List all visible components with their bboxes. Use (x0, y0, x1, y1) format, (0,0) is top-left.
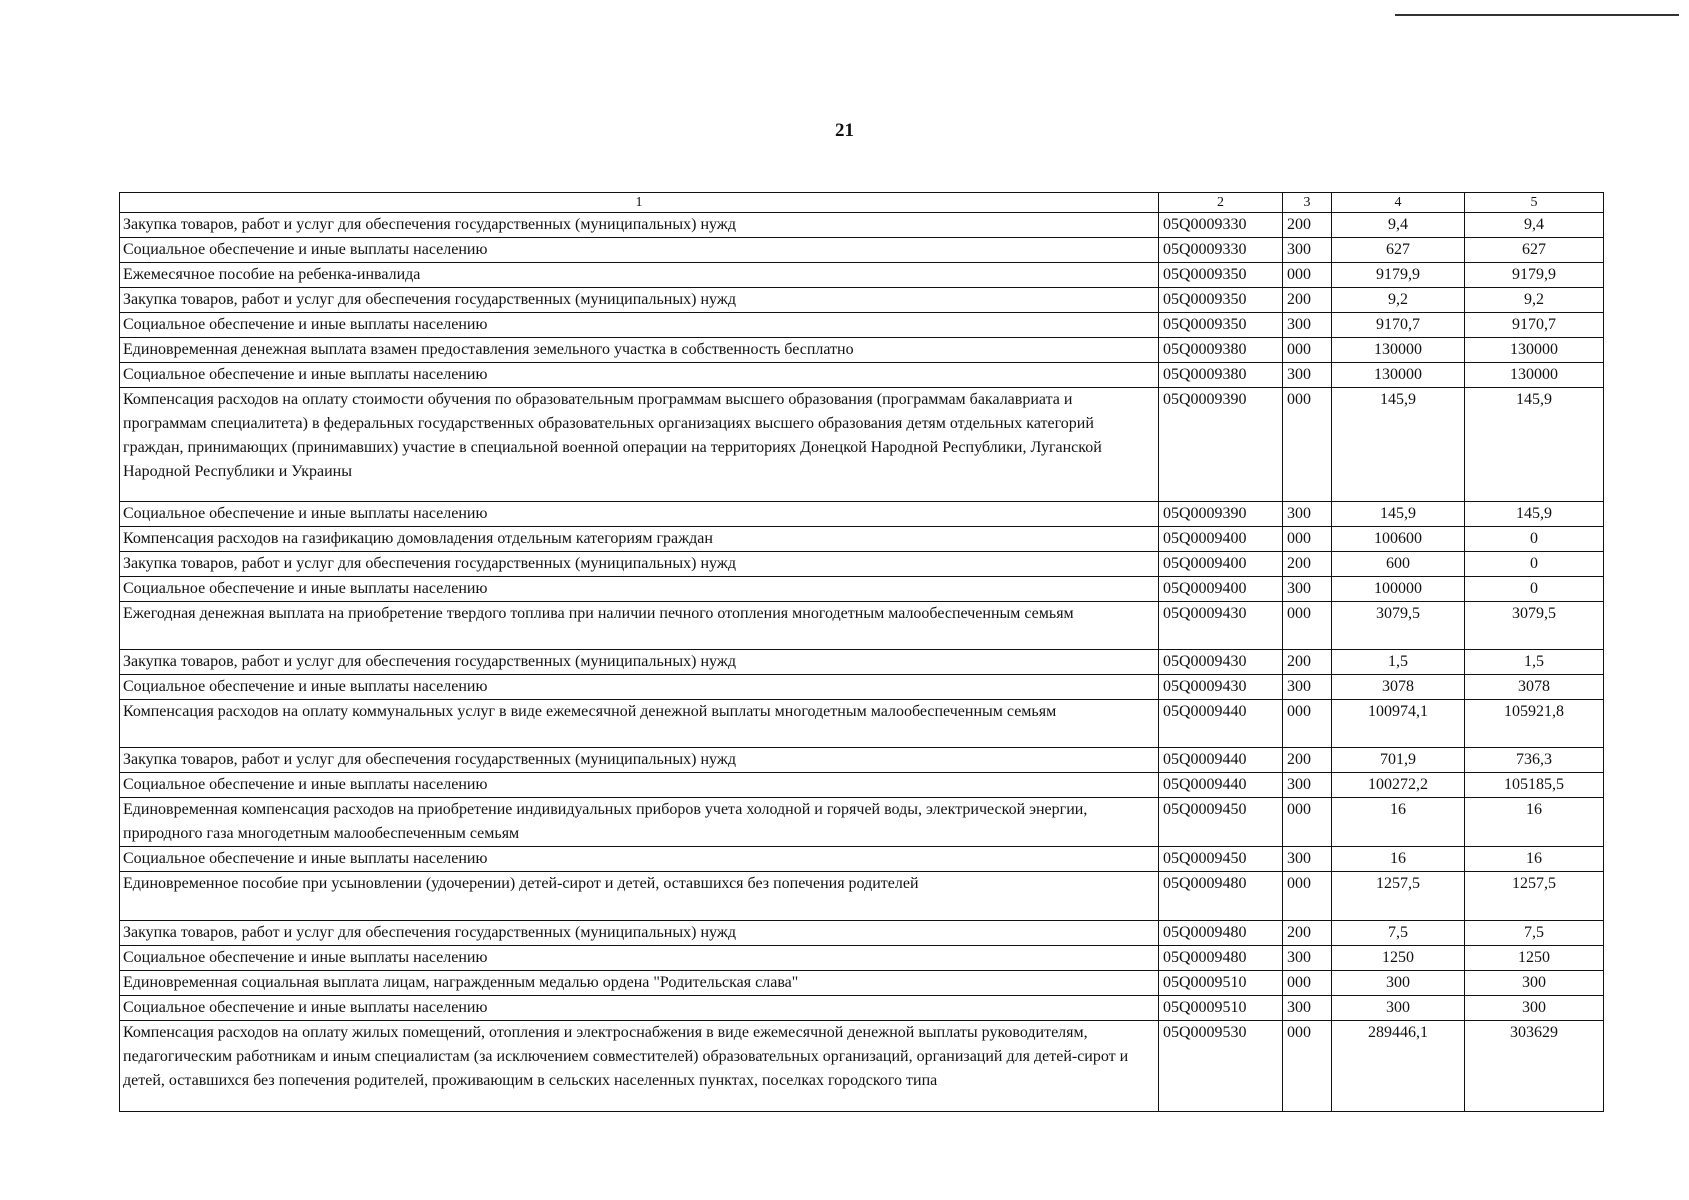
row-name: Социальное обеспечение и иные выплаты населению (120, 675, 1159, 700)
table-row (120, 213, 1604, 238)
table-row (120, 675, 1604, 700)
row-value-4: 300 (1332, 971, 1465, 996)
row-value-5: 105185,5 (1465, 773, 1604, 798)
row-type: 000 (1283, 527, 1332, 552)
header-col-3: 3 (1283, 193, 1332, 213)
row-code: 05Q0009380 (1159, 363, 1283, 388)
table-row (120, 577, 1604, 602)
row-type: 300 (1283, 313, 1332, 338)
row-type: 200 (1283, 552, 1332, 577)
table-row (120, 263, 1604, 288)
row-value-5: 145,9 (1465, 388, 1604, 502)
table-row (120, 996, 1604, 1021)
row-code: 05Q0009440 (1159, 700, 1283, 748)
table-row (120, 921, 1604, 946)
row-value-4: 289446,1 (1332, 1021, 1465, 1112)
row-code: 05Q0009390 (1159, 502, 1283, 527)
row-value-4: 1257,5 (1332, 872, 1465, 921)
row-type: 200 (1283, 213, 1332, 238)
row-value-5: 0 (1465, 527, 1604, 552)
row-value-4: 100272,2 (1332, 773, 1465, 798)
row-type: 300 (1283, 238, 1332, 263)
row-code: 05Q0009430 (1159, 675, 1283, 700)
row-value-4: 1,5 (1332, 650, 1465, 675)
row-value-4: 3079,5 (1332, 602, 1465, 650)
table-row (120, 288, 1604, 313)
row-name: Социальное обеспечение и иные выплаты населению (120, 996, 1159, 1021)
row-code: 05Q0009400 (1159, 527, 1283, 552)
table-row (120, 872, 1604, 921)
row-code: 05Q0009430 (1159, 650, 1283, 675)
row-type: 200 (1283, 921, 1332, 946)
table-row (120, 388, 1604, 502)
row-code: 05Q0009450 (1159, 847, 1283, 872)
row-value-4: 600 (1332, 552, 1465, 577)
table-row (120, 238, 1604, 263)
row-value-5: 16 (1465, 798, 1604, 847)
row-name: Единовременная компенсация расходов на приобретение индивидуальных приборов учета холодной и горячей воды, электрической энергии, природного газа многодетным малообеспеченным семьям (120, 798, 1159, 847)
row-code: 05Q0009430 (1159, 602, 1283, 650)
row-name: Единовременная денежная выплата взамен предоставления земельного участка в собственность бесплатно (120, 338, 1159, 363)
row-name: Закупка товаров, работ и услуг для обеспечения государственных (муниципальных) нужд (120, 650, 1159, 675)
table-row (120, 602, 1604, 650)
row-type: 300 (1283, 363, 1332, 388)
row-name: Социальное обеспечение и иные выплаты населению (120, 313, 1159, 338)
row-type: 200 (1283, 650, 1332, 675)
row-type: 300 (1283, 996, 1332, 1021)
table-row (120, 338, 1604, 363)
row-value-4: 145,9 (1332, 388, 1465, 502)
row-code: 05Q0009400 (1159, 577, 1283, 602)
row-name: Закупка товаров, работ и услуг для обеспечения государственных (муниципальных) нужд (120, 213, 1159, 238)
row-name: Социальное обеспечение и иные выплаты населению (120, 238, 1159, 263)
row-value-5: 1250 (1465, 946, 1604, 971)
row-value-4: 16 (1332, 798, 1465, 847)
row-code: 05Q0009480 (1159, 946, 1283, 971)
row-value-4: 9,4 (1332, 213, 1465, 238)
header-col-4: 4 (1332, 193, 1465, 213)
row-type: 000 (1283, 263, 1332, 288)
row-value-5: 300 (1465, 971, 1604, 996)
row-value-5: 9,4 (1465, 213, 1604, 238)
row-value-4: 9170,7 (1332, 313, 1465, 338)
row-code: 05Q0009330 (1159, 238, 1283, 263)
row-name: Компенсация расходов на оплату стоимости обучения по образовательным программам высшего образования (программам бакалавриата и программам специалитета) в федеральных государственных образовательных организациях высшего образования детям отдельных категорий граждан, принимающих (принимавших) участие в специальной военной операции на территориях Донецкой Народной Республики, Луганской Народной Республики и Украины (120, 388, 1159, 502)
row-value-5: 130000 (1465, 338, 1604, 363)
table-row (120, 798, 1604, 847)
row-code: 05Q0009350 (1159, 313, 1283, 338)
table-row (120, 946, 1604, 971)
header-col-2: 2 (1159, 193, 1283, 213)
row-name: Единовременное пособие при усыновлении (удочерении) детей-сирот и детей, оставшихся без попечения родителей (120, 872, 1159, 921)
row-type: 000 (1283, 338, 1332, 363)
row-name: Единовременная социальная выплата лицам, награжденным медалью ордена "Родительская слава" (120, 971, 1159, 996)
row-name: Закупка товаров, работ и услуг для обеспечения государственных (муниципальных) нужд (120, 748, 1159, 773)
row-name: Ежемесячное пособие на ребенка-инвалида (120, 263, 1159, 288)
row-type: 300 (1283, 946, 1332, 971)
row-name: Социальное обеспечение и иные выплаты населению (120, 502, 1159, 527)
page-number: 21 (835, 120, 854, 141)
table-row (120, 527, 1604, 552)
row-type: 000 (1283, 1021, 1332, 1112)
row-value-5: 7,5 (1465, 921, 1604, 946)
row-type: 300 (1283, 502, 1332, 527)
row-value-5: 736,3 (1465, 748, 1604, 773)
table-row (120, 313, 1604, 338)
row-type: 300 (1283, 577, 1332, 602)
top-rule (1395, 14, 1679, 16)
row-code: 05Q0009510 (1159, 971, 1283, 996)
row-value-4: 9179,9 (1332, 263, 1465, 288)
table-row (120, 552, 1604, 577)
row-value-5: 1,5 (1465, 650, 1604, 675)
row-code: 05Q0009350 (1159, 288, 1283, 313)
row-name: Закупка товаров, работ и услуг для обеспечения государственных (муниципальных) нужд (120, 552, 1159, 577)
row-value-5: 9179,9 (1465, 263, 1604, 288)
row-name: Ежегодная денежная выплата на приобретение твердого топлива при наличии печного отопления многодетным малообеспеченным семьям (120, 602, 1159, 650)
row-value-5: 9170,7 (1465, 313, 1604, 338)
table-row (120, 773, 1604, 798)
row-name: Социальное обеспечение и иные выплаты населению (120, 773, 1159, 798)
budget-table (119, 192, 1604, 1112)
row-code: 05Q0009530 (1159, 1021, 1283, 1112)
row-name: Закупка товаров, работ и услуг для обеспечения государственных (муниципальных) нужд (120, 288, 1159, 313)
row-type: 000 (1283, 602, 1332, 650)
row-value-4: 100000 (1332, 577, 1465, 602)
row-code: 05Q0009350 (1159, 263, 1283, 288)
row-type: 000 (1283, 700, 1332, 748)
row-value-4: 145,9 (1332, 502, 1465, 527)
row-value-4: 100974,1 (1332, 700, 1465, 748)
row-code: 05Q0009480 (1159, 921, 1283, 946)
row-code: 05Q0009330 (1159, 213, 1283, 238)
table-row (120, 502, 1604, 527)
row-type: 300 (1283, 675, 1332, 700)
header-col-5: 5 (1465, 193, 1604, 213)
row-name: Социальное обеспечение и иные выплаты населению (120, 577, 1159, 602)
row-value-4: 7,5 (1332, 921, 1465, 946)
table-row (120, 748, 1604, 773)
row-type: 300 (1283, 847, 1332, 872)
row-code: 05Q0009380 (1159, 338, 1283, 363)
row-value-5: 627 (1465, 238, 1604, 263)
row-value-4: 300 (1332, 996, 1465, 1021)
row-value-5: 0 (1465, 577, 1604, 602)
row-value-5: 1257,5 (1465, 872, 1604, 921)
row-value-5: 16 (1465, 847, 1604, 872)
table-row (120, 650, 1604, 675)
row-value-5: 9,2 (1465, 288, 1604, 313)
row-value-5: 300 (1465, 996, 1604, 1021)
row-value-4: 627 (1332, 238, 1465, 263)
row-value-4: 100600 (1332, 527, 1465, 552)
table-row (120, 363, 1604, 388)
row-value-4: 130000 (1332, 363, 1465, 388)
header-row (120, 193, 1604, 213)
row-value-5: 3079,5 (1465, 602, 1604, 650)
row-code: 05Q0009450 (1159, 798, 1283, 847)
row-name: Компенсация расходов на оплату коммунальных услуг в виде ежемесячной денежной выплаты многодетным малообеспеченным семьям (120, 700, 1159, 748)
row-type: 000 (1283, 971, 1332, 996)
row-type: 300 (1283, 773, 1332, 798)
row-name: Социальное обеспечение и иные выплаты населению (120, 363, 1159, 388)
row-value-5: 130000 (1465, 363, 1604, 388)
table-row (120, 971, 1604, 996)
row-value-5: 3078 (1465, 675, 1604, 700)
row-value-4: 701,9 (1332, 748, 1465, 773)
row-value-4: 1250 (1332, 946, 1465, 971)
row-code: 05Q0009390 (1159, 388, 1283, 502)
row-value-4: 16 (1332, 847, 1465, 872)
row-type: 000 (1283, 798, 1332, 847)
row-code: 05Q0009510 (1159, 996, 1283, 1021)
row-name: Компенсация расходов на газификацию домовладения отдельным категориям граждан (120, 527, 1159, 552)
row-value-5: 303629 (1465, 1021, 1604, 1112)
row-value-5: 145,9 (1465, 502, 1604, 527)
row-value-4: 9,2 (1332, 288, 1465, 313)
row-name: Социальное обеспечение и иные выплаты населению (120, 946, 1159, 971)
row-value-5: 0 (1465, 552, 1604, 577)
row-type: 000 (1283, 388, 1332, 502)
row-name: Социальное обеспечение и иные выплаты населению (120, 847, 1159, 872)
header-col-1: 1 (120, 193, 1159, 213)
row-code: 05Q0009440 (1159, 773, 1283, 798)
row-code: 05Q0009480 (1159, 872, 1283, 921)
row-type: 000 (1283, 872, 1332, 921)
table-row (120, 847, 1604, 872)
row-code: 05Q0009400 (1159, 552, 1283, 577)
row-value-4: 130000 (1332, 338, 1465, 363)
row-name: Компенсация расходов на оплату жилых помещений, отопления и электроснабжения в виде ежемесячной денежной выплаты руководителям, педагогическим работникам и иным специалистам (за исключением совместителей) образовательных организаций, организаций для детей-сирот и детей, оставшихся без попечения родителей, проживающим в сельских населенных пунктах, поселках городского типа (120, 1021, 1159, 1112)
row-name: Закупка товаров, работ и услуг для обеспечения государственных (муниципальных) нужд (120, 921, 1159, 946)
row-type: 200 (1283, 748, 1332, 773)
row-type: 200 (1283, 288, 1332, 313)
table-row (120, 700, 1604, 748)
row-code: 05Q0009440 (1159, 748, 1283, 773)
table-row (120, 1021, 1604, 1112)
row-value-4: 3078 (1332, 675, 1465, 700)
row-value-5: 105921,8 (1465, 700, 1604, 748)
